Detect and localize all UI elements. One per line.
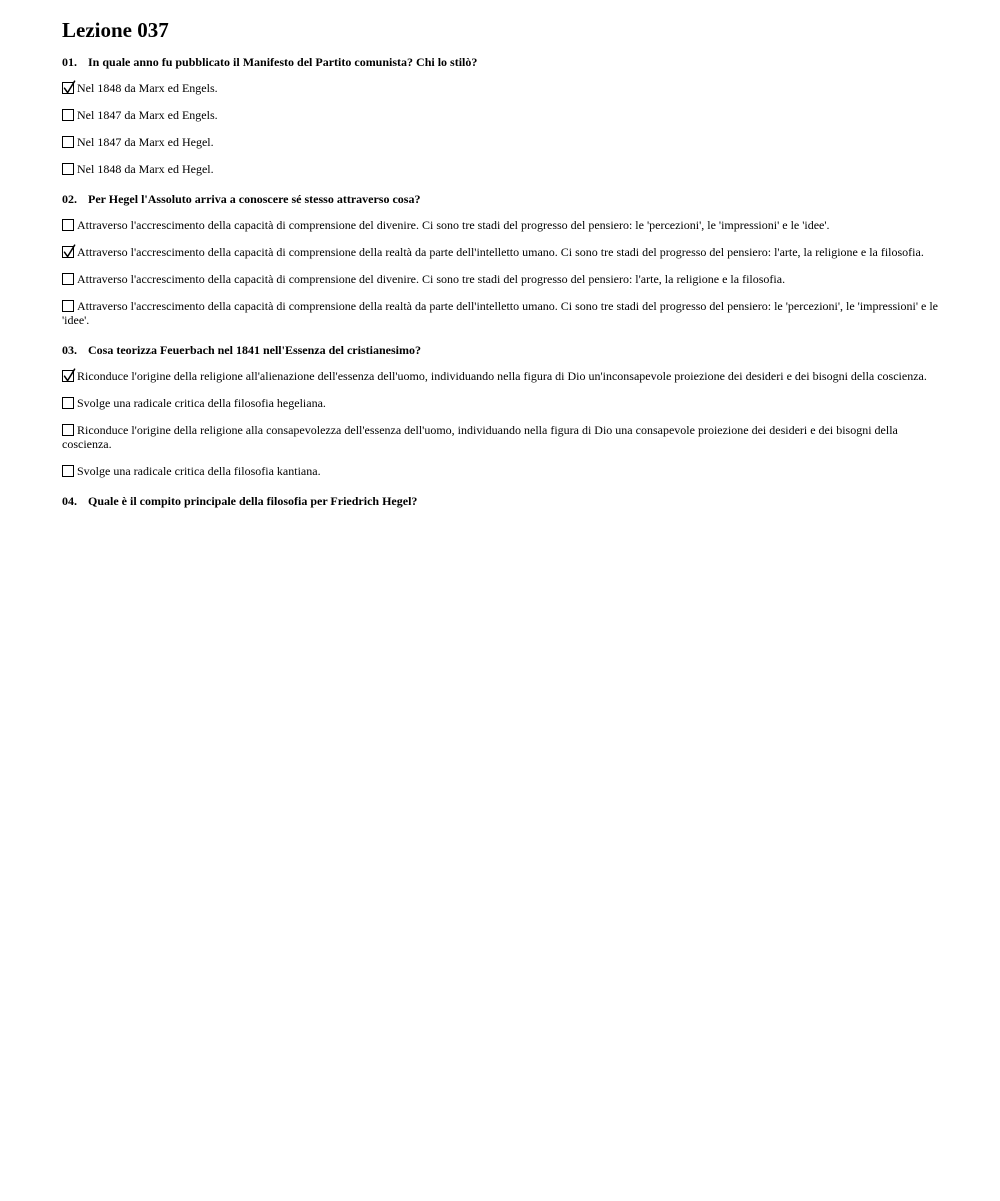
- question-number: 01.: [62, 55, 77, 69]
- checkbox-unchecked[interactable]: [62, 219, 74, 231]
- question-number: 04.: [62, 494, 77, 508]
- question-label: Cosa teorizza Feuerbach nel 1841 nell'Essenza del cristianesimo?: [88, 343, 421, 357]
- lesson-title: Lezione 037: [62, 18, 169, 42]
- option-label: Nel 1847 da Marx ed Hegel.: [77, 135, 214, 149]
- checkbox-checked[interactable]: [62, 370, 74, 382]
- question-block: [62, 55, 938, 176]
- answer-option[interactable]: [62, 396, 938, 410]
- question-label: Per Hegel l'Assoluto arriva a conoscere sé stesso attraverso cosa?: [88, 192, 421, 206]
- question-text: [62, 192, 938, 206]
- checkbox-unchecked[interactable]: [62, 109, 74, 121]
- answer-option[interactable]: [62, 245, 938, 259]
- answer-option[interactable]: [62, 135, 938, 149]
- question-block: [62, 494, 938, 508]
- answer-option[interactable]: [62, 218, 938, 232]
- answer-option[interactable]: [62, 81, 938, 95]
- answer-option[interactable]: [62, 108, 938, 122]
- checkbox-unchecked[interactable]: [62, 397, 74, 409]
- checkbox-unchecked[interactable]: [62, 465, 74, 477]
- question-text: [62, 55, 938, 69]
- option-label: Nel 1847 da Marx ed Engels.: [77, 108, 218, 122]
- question-block: [62, 343, 938, 478]
- answer-option[interactable]: [62, 464, 938, 478]
- question-number: 02.: [62, 192, 77, 206]
- question-block: [62, 192, 938, 327]
- answer-option[interactable]: [62, 299, 938, 327]
- option-label: Attraverso l'accrescimento della capacità di comprensione del divenire. Ci sono tre stadi del progresso del pensiero: le 'percezioni', le 'impressioni' e le 'idee'.: [77, 218, 830, 232]
- option-label: Attraverso l'accrescimento della capacità di comprensione della realtà da parte dell'intelletto umano. Ci sono tre stadi del progresso del pensiero: l'arte, la religione e la filosofia.: [77, 245, 924, 259]
- option-label: Nel 1848 da Marx ed Engels.: [77, 81, 218, 95]
- option-label: Attraverso l'accrescimento della capacità di comprensione della realtà da parte dell'intelletto umano. Ci sono tre stadi del progresso del pensiero: le 'percezioni', le 'impressioni' e le 'idee'.: [62, 299, 938, 327]
- answer-option[interactable]: [62, 423, 938, 451]
- question-list: [62, 55, 938, 508]
- option-label: Riconduce l'origine della religione alla consapevolezza dell'essenza dell'uomo, individuando nella figura di Dio una consapevole proiezione dei desideri e dei bisogni della coscienza.: [62, 423, 898, 451]
- option-label: Attraverso l'accrescimento della capacità di comprensione del divenire. Ci sono tre stadi del progresso del pensiero: l'arte, la religione e la filosofia.: [77, 272, 786, 286]
- option-label: Svolge una radicale critica della filosofia kantiana.: [77, 464, 321, 478]
- option-label: Riconduce l'origine della religione all'alienazione dell'essenza dell'uomo, individuando nella figura di Dio un'inconsapevole proiezione dei desideri e dei bisogni della coscienza.: [77, 369, 927, 383]
- checkmark-icon: [62, 244, 76, 259]
- checkbox-unchecked[interactable]: [62, 273, 74, 285]
- checkmark-icon: [62, 80, 76, 95]
- question-number: 03.: [62, 343, 77, 357]
- question-label: In quale anno fu pubblicato il Manifesto del Partito comunista? Chi lo stilò?: [88, 55, 478, 69]
- answer-option[interactable]: [62, 272, 938, 286]
- checkbox-unchecked[interactable]: [62, 163, 74, 175]
- checkbox-unchecked[interactable]: [62, 300, 74, 312]
- question-text: [62, 343, 938, 357]
- checkbox-checked[interactable]: [62, 82, 74, 94]
- answer-option[interactable]: [62, 162, 938, 176]
- option-label: Nel 1848 da Marx ed Hegel.: [77, 162, 214, 176]
- question-text: [62, 494, 938, 508]
- checkbox-checked[interactable]: [62, 246, 74, 258]
- question-label: Quale è il compito principale della filosofia per Friedrich Hegel?: [88, 494, 418, 508]
- checkmark-icon: [62, 368, 76, 383]
- checkbox-unchecked[interactable]: [62, 136, 74, 148]
- checkbox-unchecked[interactable]: [62, 424, 74, 436]
- answer-option[interactable]: [62, 369, 938, 383]
- option-label: Svolge una radicale critica della filosofia hegeliana.: [77, 396, 326, 410]
